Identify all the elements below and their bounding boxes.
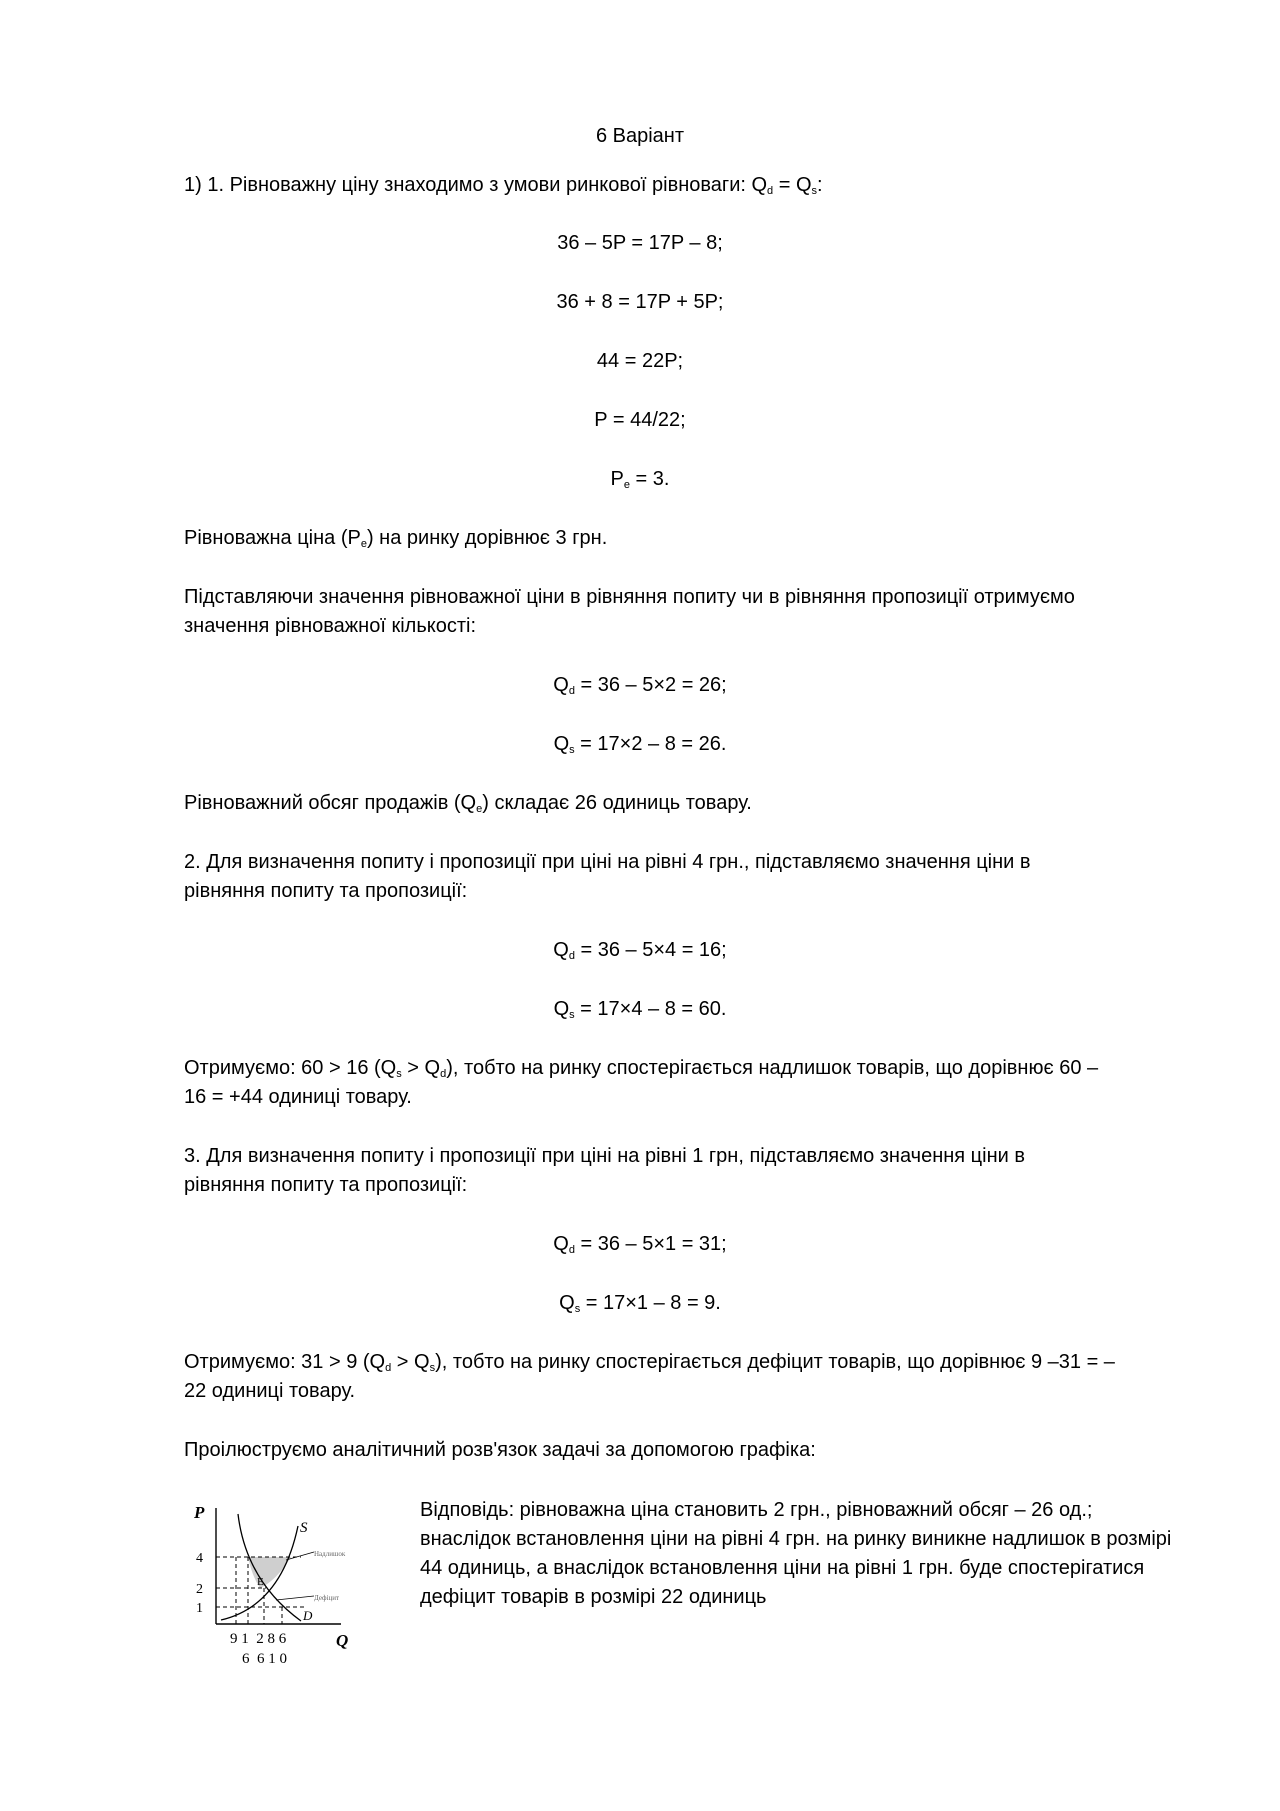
d-curve-label: D bbox=[303, 1608, 313, 1623]
answer-text: Відповідь: рівноважна ціна становить 2 грн., рівноважний обсяг – 26 од.; внаслідок встановлення ціни на рівні 4 грн. на ринку виникне надлишок в розмірі 44 одиниць, а внаслідок встановлення ціни на рівні 1 грн. буде спостерігатися дефіцит товарів в розмірі 22 одиниць bbox=[420, 1499, 1172, 1608]
qs-equation-2: $Q_s = 17\times 4 - 8 = 60$. bbox=[553, 998, 727, 1021]
qd-equation-3: $Q_d = 36 - 5\times 1 = 31$; bbox=[553, 1233, 727, 1256]
y-tick-1: 1 bbox=[196, 1601, 203, 1616]
deficit-label: Дефіцит bbox=[314, 1594, 340, 1602]
qs-equation-1: $Q_s = 17\times 2 - 8 = 26$. bbox=[553, 733, 727, 756]
supply-demand-svg bbox=[186, 1496, 396, 1671]
supply-demand-graph bbox=[186, 1496, 396, 1671]
qd-equation-1: $Q_d = 36 - 5\times 2 = 26$; bbox=[553, 674, 727, 697]
p-axis-label: P bbox=[194, 1503, 205, 1522]
result-2-line-1: Отримуємо: 60 > 16 $(Q_s > Q_d)$, тобто на ринку спостерігається надлишок товарів, що дорівнює 60 – bbox=[184, 1057, 1099, 1080]
y-tick-2: 2 bbox=[196, 1582, 203, 1597]
y-tick-4: 4 bbox=[196, 1551, 203, 1566]
equation-2: 36 + 8 = 17P + 5P; bbox=[556, 291, 724, 313]
paragraph-3-line-2: рівняння попиту та пропозиції: bbox=[184, 1174, 468, 1196]
surplus-label: Надлишок bbox=[314, 1550, 346, 1558]
paragraph-3-line-1: 3. Для визначення попиту і пропозиції при ціні на рівні 1 грн, підставляємо значення ціни в bbox=[184, 1145, 1025, 1167]
equation-5: $P_e = 3$. bbox=[610, 468, 670, 491]
equation-1: 36 – 5P = 17P – 8; bbox=[557, 232, 723, 254]
deficit-pointer bbox=[276, 1596, 314, 1600]
equilibrium-quantity-text: Рівноважний обсяг продажів $(Q_e)$ складає 26 одиниць товару. bbox=[184, 792, 752, 815]
qd-equation-2: $Q_d = 36 - 5\times 4 = 16$; bbox=[553, 939, 727, 962]
x-ticks-row-2: 6 6 1 0 bbox=[242, 1651, 287, 1667]
x-ticks-row-1: 9 1 2 8 6 bbox=[230, 1631, 287, 1647]
intro-line: 1) 1. Рівноважну ціну знаходимо з умови ринкової рівноваги: $Q_d = Q_s$: bbox=[184, 174, 823, 197]
s-curve-label: S bbox=[300, 1520, 308, 1536]
qs-equation-3: $Q_s = 17\times 1 - 8 = 9$. bbox=[559, 1292, 721, 1315]
surplus-area bbox=[248, 1557, 291, 1588]
result-3-line-1: Отримуємо: 31 > 9 $(Q_d > Q_s)$, тобто на ринку спостерігається дефіцит товарів, що дорівнює 9 –31 = – bbox=[184, 1351, 1115, 1374]
equation-3: 44 = 22P; bbox=[596, 350, 684, 372]
result-2-line-2: 16 = +44 одиниці товару. bbox=[184, 1086, 412, 1108]
equilibrium-price-text: Рівноважна ціна $(P_e)$ на ринку дорівнює 3 грн. bbox=[184, 527, 608, 550]
paragraph-2-line-2: рівняння попиту та пропозиції: bbox=[184, 880, 468, 902]
equation-4: P = 44/22; bbox=[594, 409, 686, 431]
q-axis-label: Q bbox=[336, 1631, 349, 1650]
substitution-text-1: Підставляючи значення рівноважної ціни в рівняння попиту чи в рівняння пропозиції отримуємо bbox=[184, 586, 1075, 608]
page-title: 6 Варіант bbox=[595, 125, 685, 147]
result-3-line-2: 22 одиниці товару. bbox=[184, 1380, 356, 1402]
e-point-label: E bbox=[257, 1576, 264, 1588]
substitution-text-2: значення рівноважної кількості: bbox=[184, 615, 477, 637]
paragraph-2-line-1: 2. Для визначення попиту і пропозиції при ціні на рівні 4 грн., підставляємо значення ціни в bbox=[184, 851, 1031, 873]
illustrate-text: Проілюструємо аналітичний розв'язок задачі за допомогою графіка: bbox=[184, 1439, 816, 1461]
